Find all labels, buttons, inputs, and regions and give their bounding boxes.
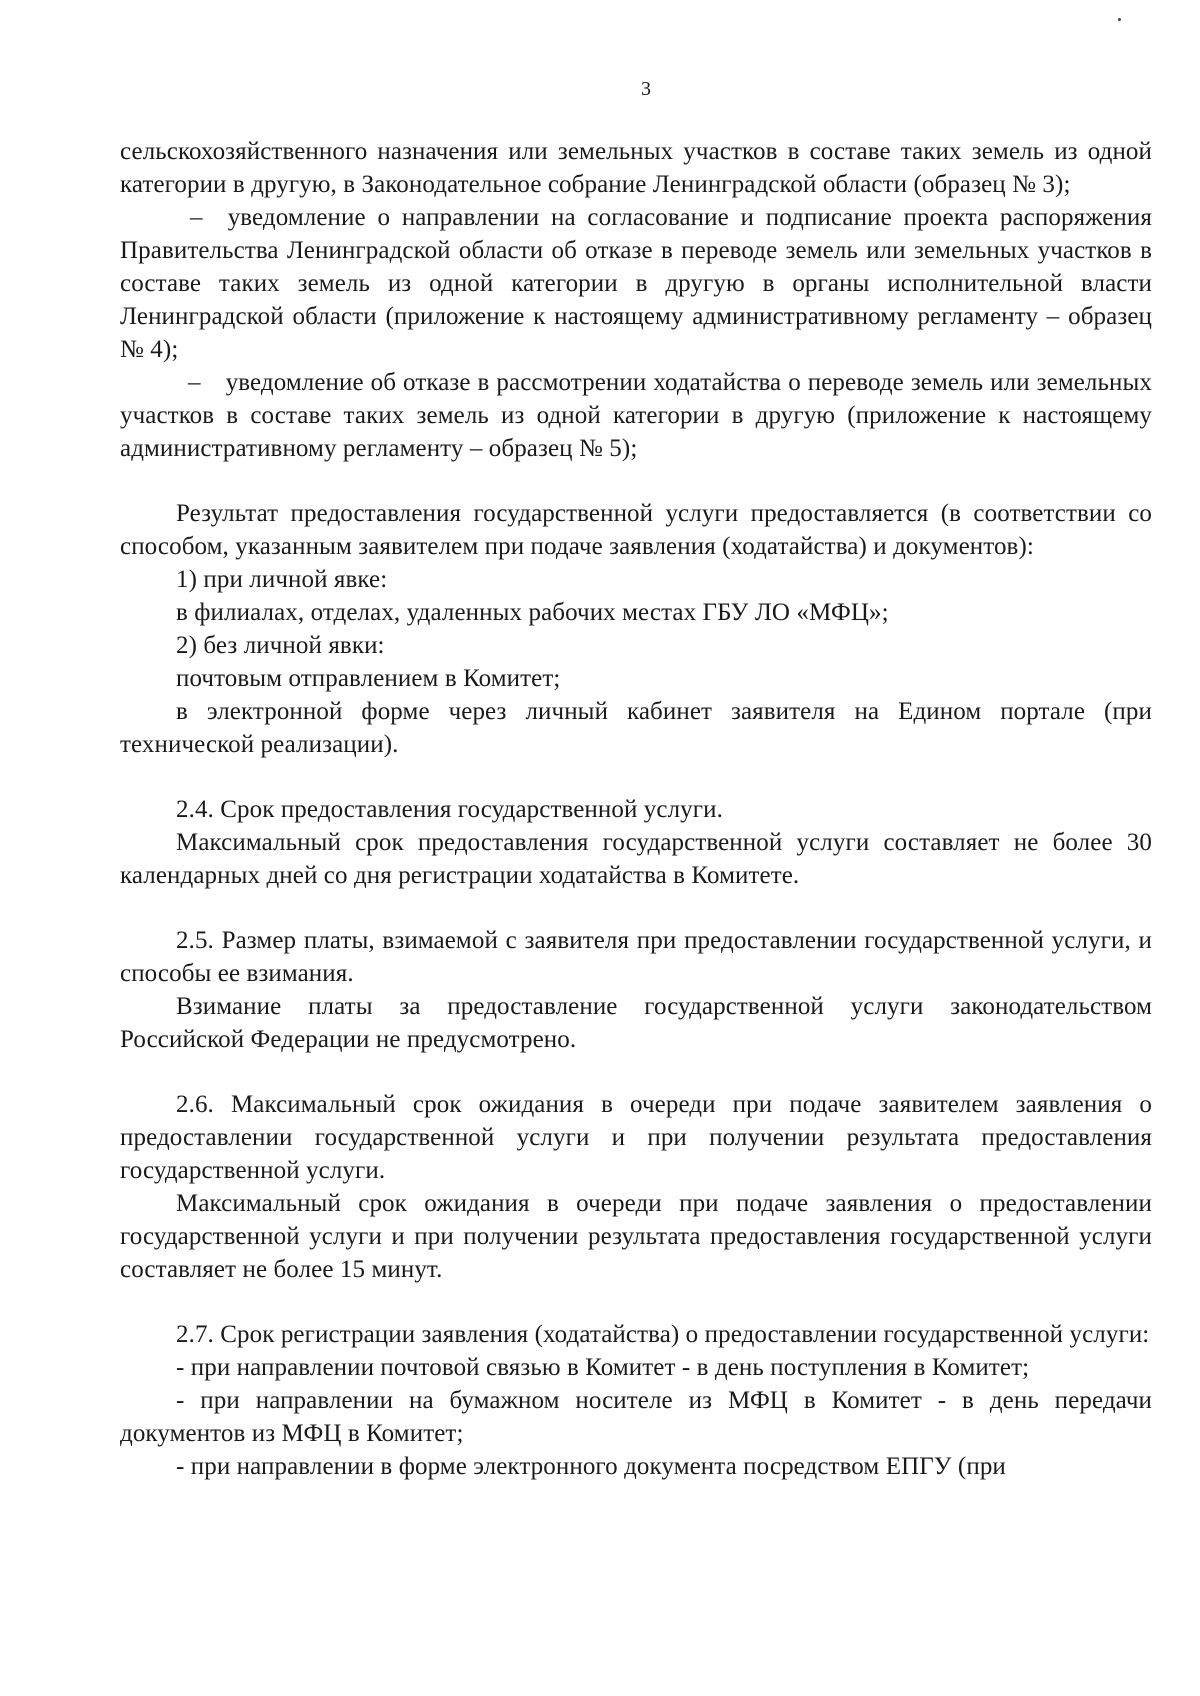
section-heading-2-4: 2.4. Срок предоставления государственной услуги. [176,796,723,823]
list-item-paper-registration: - при направлении на бумажном носителе из МФЦ в Комитет - в день передачи документов из МФЦ в Комитет; [120,1387,1152,1447]
section-heading-2-7: 2.7. Срок регистрации заявления (ходатайства) о предоставлении государственной услуги: [176,1321,1150,1348]
list-item-postal-registration: - при направлении почтовой связью в Комитет - в день поступления в Комитет; [176,1354,1030,1381]
paragraph-gap [120,761,1152,793]
paragraph-gap [120,1286,1152,1318]
page-number: 3 [641,78,651,100]
scan-speck [1118,18,1121,21]
paragraph-gap [120,465,1152,497]
paragraph-postal: почтовым отправлением в Комитет; [176,665,561,692]
paragraph-fee: Взимание платы за предоставление государственной услуги законодательством Российской Федерации не предусмотрено. [120,993,1152,1053]
paragraph-continuation: сельскохозяйственного назначения или земельных участков в составе таких земель из одной категории в другую, в Законодательное собрание Ленинградской области (образец № 3); [120,138,1152,198]
paragraph-gap [120,1056,1152,1088]
paragraph-queue: Максимальный срок ожидания в очереди при подаче заявления о предоставлении государственной услуги и при получении результата предоставления государственной услуги составляет не более 15 минут. [120,1190,1152,1283]
paragraph-result: Результат предоставления государственной услуги предоставляется (в соответствии со способом, указанным заявителем при подаче заявления (ходатайства) и документов): [120,500,1152,560]
list-item-notice-approval: – уведомление о направлении на согласование и подписание проекта распоряжения Правительства Ленинградской области об отказе в переводе земель или земельных участков в составе таких земель из одной категории в другую в органы исполнительной власти Ленинградской области (приложение к настоящему административному регламенту – образец № 4); [120,204,1152,363]
paragraph-electronic: в электронной форме через личный кабинет заявителя на Едином портале (при технической реализации). [120,698,1152,758]
section-heading-2-6: 2.6. Максимальный срок ожидания в очереди при подаче заявителем заявления о предоставлении государственной услуги и при получении результата предоставления государственной услуги. [120,1091,1152,1184]
paragraph-in-person: 1) при личной явке: [176,566,388,593]
paragraph-mfc-branches: в филиалах, отделах, удаленных рабочих местах ГБУ ЛО «МФЦ»; [176,599,889,626]
paragraph-term: Максимальный срок предоставления государственной услуги составляет не более 30 календарных дней со дня регистрации ходатайства в Комитете. [120,829,1152,889]
section-heading-2-5: 2.5. Размер платы, взимаемой с заявителя при предоставлении государственной услуги, и способы ее взимания. [120,927,1152,987]
paragraph-no-visit: 2) без личной явки: [176,632,385,659]
list-item-notice-refusal: – уведомление об отказе в рассмотрении ходатайства о переводе земель или земельных участков в составе таких земель из одной категории в другую (приложение к настоящему административному регламенту – образец № 5); [120,369,1152,462]
paragraph-gap [120,892,1152,924]
list-item-electronic-registration: - при направлении в форме электронного документа посредством ЕПГУ (при [176,1453,1006,1480]
